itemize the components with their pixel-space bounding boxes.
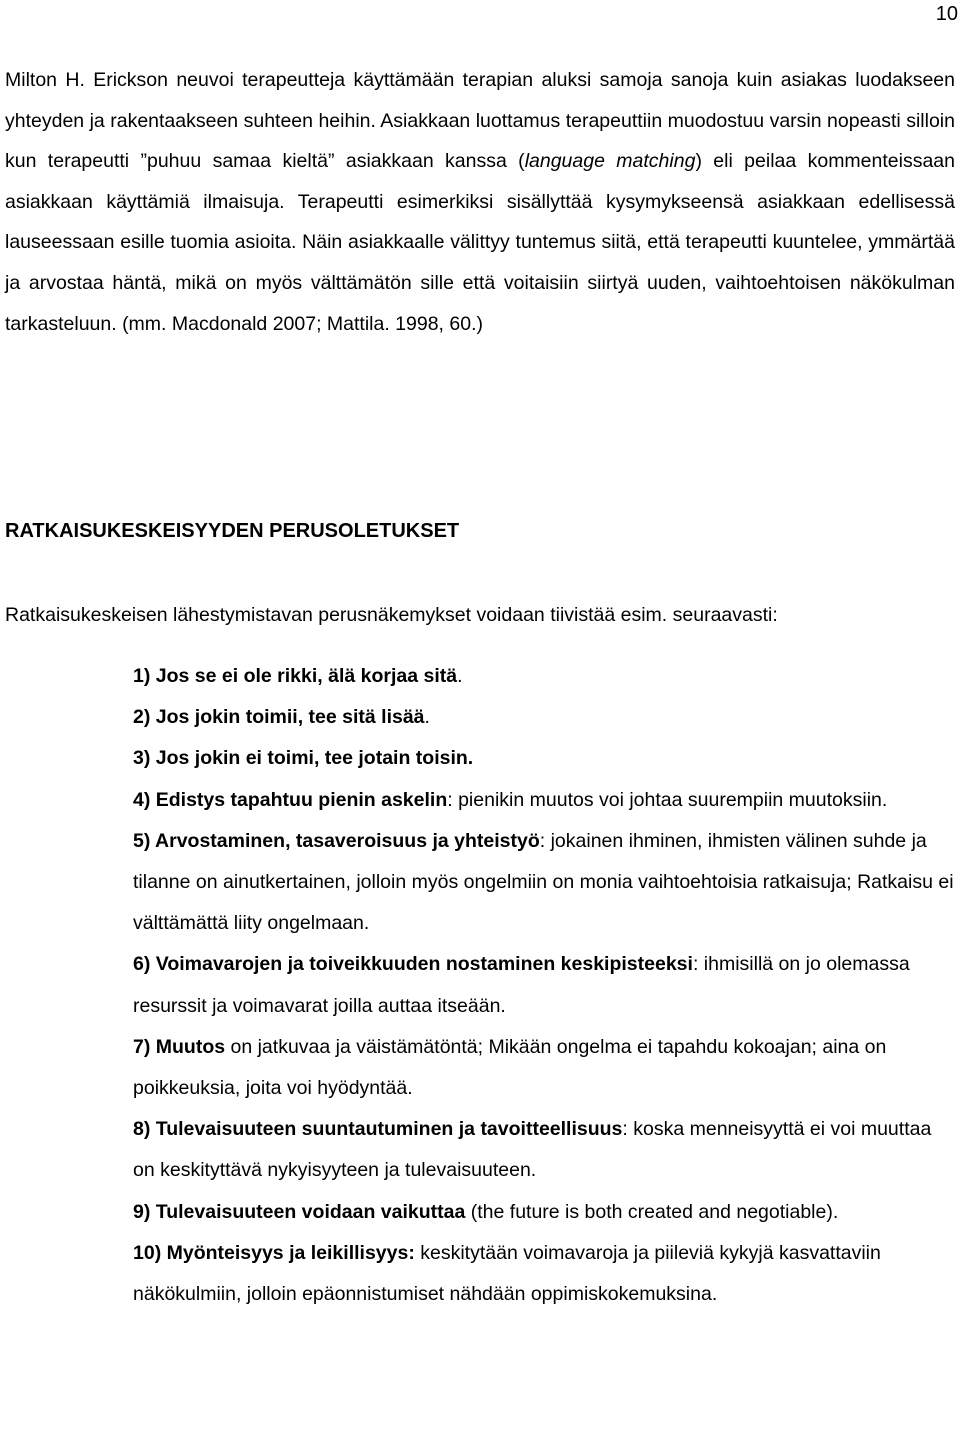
list-item [133,697,955,738]
list-item [133,1192,955,1233]
list-item-text: . [457,665,463,687]
list-item-title: 9) Tulevaisuuteen voidaan vaikuttaa [133,1200,466,1223]
page-number: 10 [935,3,958,25]
list-item-text: . [424,706,430,729]
list-item-title: 4) Edistys tapahtuu pienin askelin [133,788,448,811]
list-item-title: 2) Jos jokin toimii, tee sitä lisää [133,706,425,729]
list-item [133,656,955,697]
list-item-text: keskitytään voimavaroja ja piileviä kykyjä kasvattaviin näkökulmiin, jolloin epäonnistumiset nähdään oppimiskokemuksina. [133,1241,881,1306]
body-paragraph [5,60,955,344]
list-item [133,1109,955,1191]
list-item-title: 7) Muutos [133,1035,226,1058]
list-item-title: 10) Myönteisyys ja leikillisyys: [133,1241,415,1264]
list-item-text: : jokainen ihminen, ihmisten välinen suhde ja tilanne on ainutkertainen, jolloin myös ongelmiin on monia vaihtoehtoisia ratkaisuja; Ratkaisu ei välttämättä liity ongelmaan. [133,829,954,935]
list-item-title: 6) Voimavarojen ja toiveikkuuden nostaminen keskipisteeksi [133,953,693,976]
list-item-text: : koska menneisyyttä ei voi muuttaa on keskityttävä nykyisyyteen ja tulevaisuuteen. [133,1118,932,1182]
principles-list [133,656,955,1315]
paragraph-text-1: Milton H. Erickson neuvoi terapeutteja käyttämään terapian aluksi samoja sanoja kuin asiakas luodakseen yhteyden ja rakentaakseen suhteen heihin. Asiakkaan luottamus terapeuttiin muodostuu varsin nopeasti silloin kun terapeutti ”puhuu samaa kieltä” asiakkaan kanssa ( [5,69,955,173]
list-item [133,1233,955,1315]
list-item [133,738,955,779]
intro-text: Ratkaisukeskeisen lähestymistavan perusnäkemykset voidaan tiivistää esim. seuraavasti: [5,604,778,626]
list-item [133,944,955,1026]
list-item [133,821,955,945]
list-item-title: 1) Jos se ei ole rikki, älä korjaa sitä [133,665,458,687]
list-item-text: : ihmisillä on jo olemassa resurssit ja voimavarat joilla auttaa itseään. [133,953,910,1017]
list-item-text: (the future is both created and negotiable). [465,1200,839,1223]
list-item-title: 3) Jos jokin ei toimi, tee jotain toisin. [133,747,474,770]
paragraph-italic-term: language matching [524,150,696,173]
paragraph-text-2: ) eli peilaa kommenteissaan asiakkaan käyttämiä ilmaisuja. Terapeutti esimerkiksi sisällyttää kysymykseensä asiakkaan edellisessä lauseessaan esille tuomia asioita. Näin asiakkaalle välittyy tuntemus siitä, että terapeutti kuuntelee, ymmärtää ja arvostaa häntä, mikä on myös välttämätön sille että voitaisiin siirtyä uuden, vaihtoehtoisen näkökulman tarkasteluun. (mm. Macdonald 2007; Mattila. 1998, 60.) [5,150,955,335]
list-item-title: 8) Tulevaisuuteen suuntautuminen ja tavoitteellisuus [133,1118,623,1141]
list-item-text: : pienikin muutos voi johtaa suurempiin muutoksiin. [447,788,888,811]
list-item-title: 5) Arvostaminen, tasaveroisuus ja yhteistyö [133,829,540,852]
list-item [133,780,955,821]
list-item-text: on jatkuvaa ja väistämätöntä; Mikään ongelma ei tapahdu kokoajan; aina on poikkeuksia, joita voi hyödyntää. [133,1035,887,1100]
section-heading: RATKAISUKESKEISYYDEN PERUSOLETUKSET [5,520,460,542]
list-item [133,1027,955,1109]
